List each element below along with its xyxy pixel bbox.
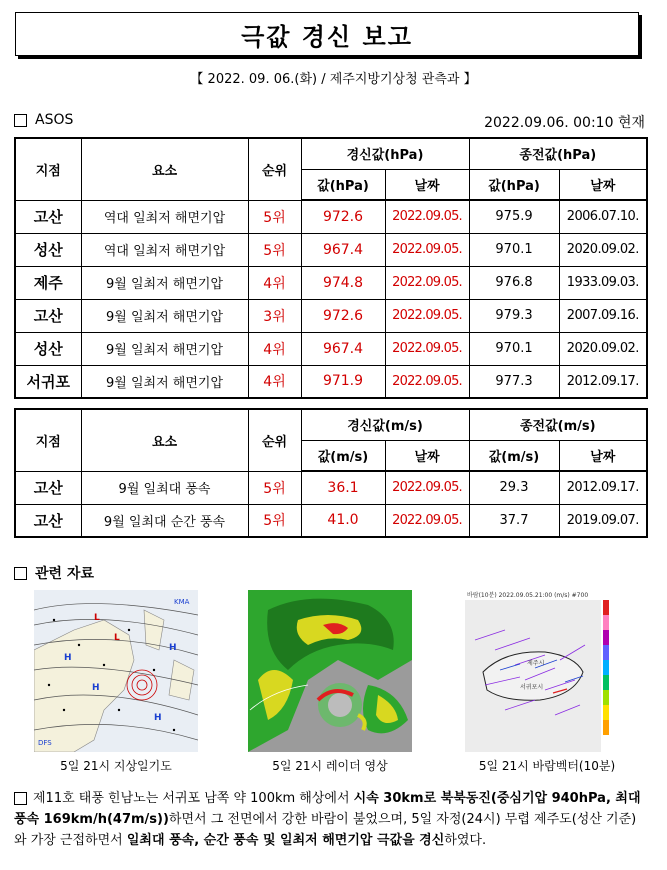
element-cell: 9월 일최대 풍속: [81, 471, 248, 504]
wind-map-icon: [465, 590, 629, 752]
rank-cell: 5위: [248, 471, 301, 504]
surface-weather-chart-image: [34, 590, 198, 752]
wind-place-label: 서귀포시: [520, 684, 544, 691]
map-brand-text: KMA: [174, 598, 190, 606]
svg-text:H: H: [64, 653, 72, 663]
svg-text:H: H: [154, 713, 162, 723]
table-row: [15, 365, 647, 398]
page-title: [15, 12, 639, 56]
asos-label: ASOS: [35, 112, 74, 128]
table-row: [15, 233, 647, 266]
element-cell: 9월 일최저 해면기압: [81, 266, 248, 299]
wind-vector-image: [465, 590, 629, 752]
wind-record-table: [14, 408, 648, 538]
table-row: [15, 504, 647, 537]
related-section-heading: [14, 563, 94, 583]
header-old-value: 값(m/s): [469, 440, 559, 471]
rank-cell: 5위: [248, 233, 301, 266]
svg-text:H: H: [169, 643, 177, 653]
image-caption: 5일 21시 지상일기도: [60, 759, 172, 773]
new-date-cell: 2022.09.05.: [385, 365, 469, 398]
wind-place-label: 제주시: [527, 660, 545, 667]
element-cell: 9월 일최저 해면기압: [81, 365, 248, 398]
svg-text:H: H: [92, 683, 100, 693]
header-new-value: 값(m/s): [301, 440, 385, 471]
rank-cell: 4위: [248, 266, 301, 299]
element-cell: 9월 일최저 해면기압: [81, 332, 248, 365]
station-cell: 고산: [15, 504, 81, 537]
old-date-cell: 2019.09.07.: [559, 504, 647, 537]
header-new-value-group: 경신값(hPa): [301, 138, 469, 169]
page-title-text: 극값 경신 보고: [241, 22, 413, 51]
header-new-date: 날짜: [385, 169, 469, 200]
weather-map-icon: [34, 590, 198, 752]
new-value-cell: 974.8: [301, 266, 385, 299]
station-cell: 성산: [15, 332, 81, 365]
map-logo-text: DFS: [38, 739, 52, 747]
old-date-cell: 1933.09.03.: [559, 266, 647, 299]
old-date-cell: 2007.09.16.: [559, 299, 647, 332]
rank-cell: 5위: [248, 200, 301, 233]
old-value-cell: 976.8: [469, 266, 559, 299]
header-old-value: 값(hPa): [469, 169, 559, 200]
header-old-date: 날짜: [559, 169, 647, 200]
station-cell: 고산: [15, 200, 81, 233]
header-old-value-group: 종전값(m/s): [469, 409, 647, 440]
header-new-value-group: 경신값(m/s): [301, 409, 469, 440]
svg-text:L: L: [114, 633, 120, 643]
old-value-cell: 975.9: [469, 200, 559, 233]
element-cell: 9월 일최대 순간 풍속: [81, 504, 248, 537]
checkbox-icon: [14, 114, 27, 127]
old-date-cell: 2006.07.10.: [559, 200, 647, 233]
new-date-cell: 2022.09.05.: [385, 504, 469, 537]
new-value-cell: 36.1: [301, 471, 385, 504]
old-value-cell: 977.3: [469, 365, 559, 398]
report-subtitle: 【 2022. 09. 06.(화) / 제주지방기상청 관측과 】: [190, 72, 477, 87]
new-date-cell: 2022.09.05.: [385, 299, 469, 332]
station-cell: 제주: [15, 266, 81, 299]
radar-image: [248, 590, 412, 752]
asos-section-heading: [14, 112, 73, 128]
header-old-date: 날짜: [559, 440, 647, 471]
header-station: 지점: [15, 409, 81, 471]
rank-cell: 4위: [248, 365, 301, 398]
table-row: [15, 471, 647, 504]
rank-cell: 3위: [248, 299, 301, 332]
related-label: 관련 자료: [35, 566, 94, 582]
rank-cell: 5위: [248, 504, 301, 537]
radar-icon: [248, 590, 412, 752]
pressure-record-table: [14, 137, 648, 399]
image-caption: 5일 21시 레이더 영상: [272, 759, 388, 773]
summary-bold-text: 일최대 풍속, 순간 풍속 및 일최저 해면기압 극값을 경신: [126, 833, 445, 848]
new-value-cell: 967.4: [301, 332, 385, 365]
table-row: [15, 332, 647, 365]
header-rank: 순위: [248, 409, 301, 471]
image-caption: 5일 21시 바람벡터(10분): [478, 759, 616, 773]
old-value-cell: 37.7: [469, 504, 559, 537]
summary-text: 하였다.: [444, 833, 487, 848]
element-cell: 역대 일최저 해면기압: [81, 200, 248, 233]
old-date-cell: 2012.09.17.: [559, 365, 647, 398]
new-date-cell: 2022.09.05.: [385, 471, 469, 504]
station-cell: 고산: [15, 471, 81, 504]
new-date-cell: 2022.09.05.: [385, 233, 469, 266]
checkbox-icon: [14, 567, 27, 580]
station-cell: 서귀포: [15, 365, 81, 398]
observed-time: 2022.09.06. 00:10 현재: [484, 115, 645, 131]
svg-text:L: L: [94, 613, 100, 623]
station-cell: 성산: [15, 233, 81, 266]
element-cell: 9월 일최저 해면기압: [81, 299, 248, 332]
checkbox-icon: [14, 792, 27, 805]
table-row: [15, 266, 647, 299]
header-station: 지점: [15, 138, 81, 200]
rank-cell: 4위: [248, 332, 301, 365]
summary-paragraph: [14, 788, 646, 851]
table-row: [15, 299, 647, 332]
old-value-cell: 29.3: [469, 471, 559, 504]
new-value-cell: 41.0: [301, 504, 385, 537]
header-element: 요소: [81, 409, 248, 471]
header-new-date: 날짜: [385, 440, 469, 471]
element-cell: 역대 일최저 해면기압: [81, 233, 248, 266]
header-old-value-group: 종전값(hPa): [469, 138, 647, 169]
new-value-cell: 971.9: [301, 365, 385, 398]
old-date-cell: 2012.09.17.: [559, 471, 647, 504]
old-value-cell: 979.3: [469, 299, 559, 332]
header-new-value: 값(hPa): [301, 169, 385, 200]
summary-text: 제11호 태풍 힌남노는 서귀포 남쪽 약 100km 해상에서: [33, 791, 354, 806]
new-value-cell: 967.4: [301, 233, 385, 266]
header-element: 요소: [81, 138, 248, 200]
old-value-cell: 970.1: [469, 332, 559, 365]
station-cell: 고산: [15, 299, 81, 332]
new-date-cell: 2022.09.05.: [385, 266, 469, 299]
old-date-cell: 2020.09.02.: [559, 233, 647, 266]
new-value-cell: 972.6: [301, 200, 385, 233]
table-row: [15, 200, 647, 233]
summary-text: 하면서 그 전면에서 강한 바람이 불었으며, 5일 자정(24시) 무렵 제주도(성산 기준)와 가장 근접하면서: [14, 812, 637, 848]
summary-bold-text: 시속 30km로 북북동진(중심기압 940hPa, 최대풍속 169km/h(47m/s)): [14, 791, 641, 827]
old-value-cell: 970.1: [469, 233, 559, 266]
old-date-cell: 2020.09.02.: [559, 332, 647, 365]
new-date-cell: 2022.09.05.: [385, 200, 469, 233]
wind-header-text: 바람(10분) 2022.09.05.21:00 (m/s) #700: [467, 592, 589, 599]
header-rank: 순위: [248, 138, 301, 200]
new-date-cell: 2022.09.05.: [385, 332, 469, 365]
new-value-cell: 972.6: [301, 299, 385, 332]
